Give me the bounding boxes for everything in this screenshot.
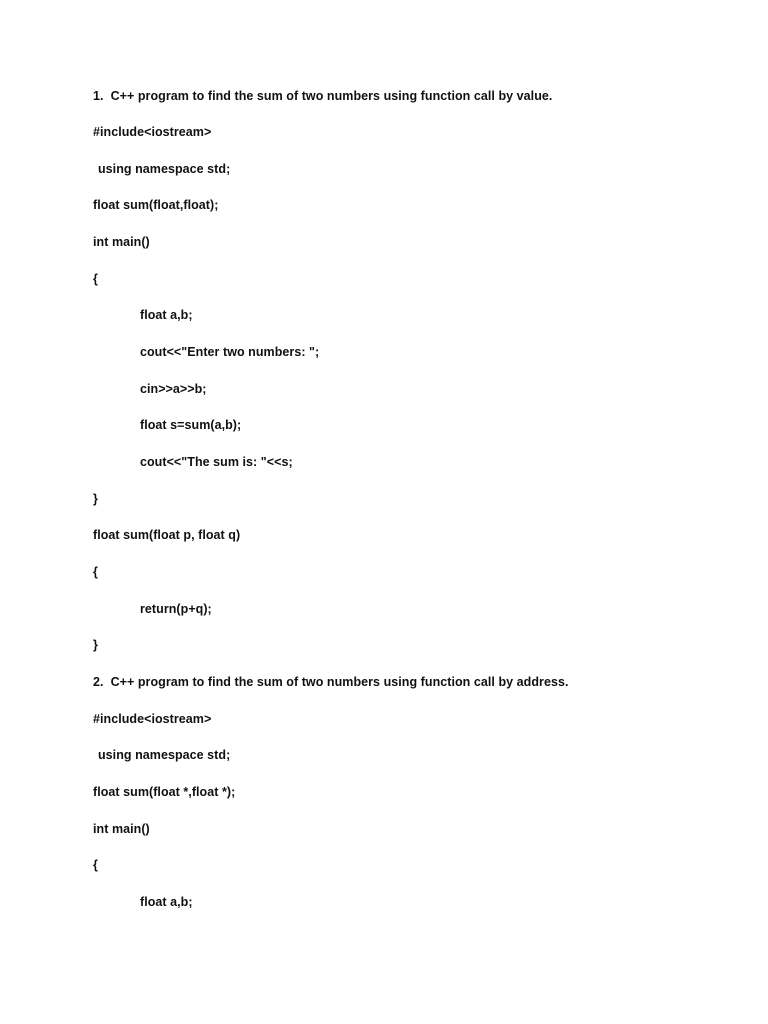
code-line: cin>>a>>b; xyxy=(140,382,207,396)
code-line: { xyxy=(93,272,98,286)
code-line: int main() xyxy=(93,822,150,836)
code-line: #include<iostream> xyxy=(93,125,212,139)
code-line: #include<iostream> xyxy=(93,712,212,726)
code-line: return(p+q); xyxy=(140,602,212,616)
code-line: } xyxy=(93,638,98,652)
section-2-heading: 2. C++ program to find the sum of two numbers using function call by address. xyxy=(93,675,569,689)
code-line: cout<<"The sum is: "<<s; xyxy=(140,455,293,469)
code-line: { xyxy=(93,565,98,579)
code-line: using namespace std; xyxy=(98,748,231,762)
code-line: float sum(float,float); xyxy=(93,198,219,212)
code-line: int main() xyxy=(93,235,150,249)
code-line: float a,b; xyxy=(140,308,193,322)
code-line: } xyxy=(93,492,98,506)
code-line: float sum(float p, float q) xyxy=(93,528,241,542)
code-line: float a,b; xyxy=(140,895,193,909)
code-line: float s=sum(a,b); xyxy=(140,418,242,432)
code-line: cout<<"Enter two numbers: "; xyxy=(140,345,320,359)
code-line: { xyxy=(93,858,98,872)
code-line: using namespace std; xyxy=(98,162,231,176)
code-line: float sum(float *,float *); xyxy=(93,785,236,799)
section-1-heading: 1. C++ program to find the sum of two numbers using function call by value. xyxy=(93,89,553,103)
